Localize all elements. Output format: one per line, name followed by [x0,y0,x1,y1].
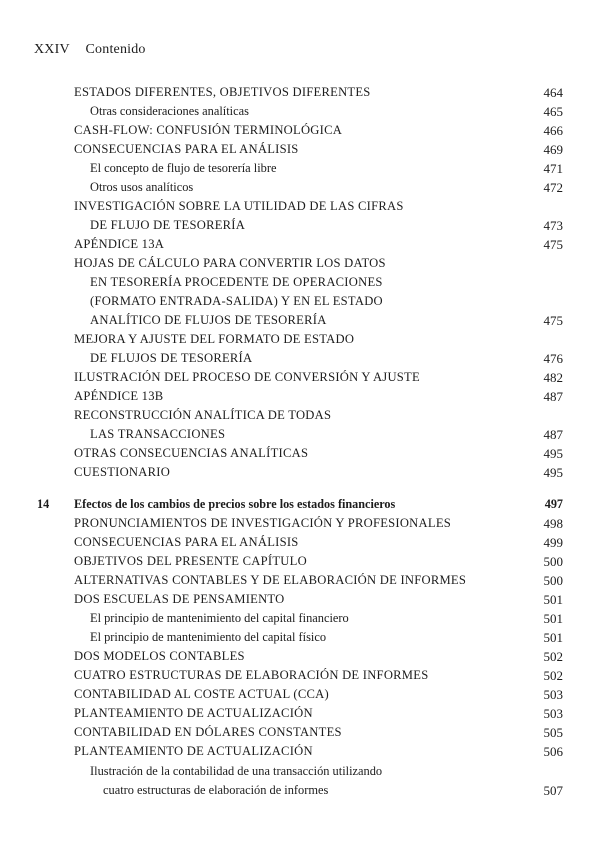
page-number-roman: XXIV [34,42,70,57]
toc-entry-title: OBJETIVOS DEL PRESENTE CAPÍTULO [74,554,307,568]
toc-entry [0,237,600,257]
toc-entry [0,427,600,447]
toc-entry [0,573,600,593]
toc-entry [0,649,600,669]
toc-entry-title: CUATRO ESTRUCTURAS DE ELABORACIÓN DE INFORMES [74,668,429,682]
toc-entry-page: 471 [543,161,563,176]
toc-entry-page: 472 [543,180,563,195]
toc-entry-page: 495 [543,446,563,461]
toc-entry-title: CUESTIONARIO [74,465,171,479]
toc-entry-title: PLANTEAMIENTO DE ACTUALIZACIÓN [74,706,313,720]
toc-entry-page: 469 [543,142,563,157]
toc-entry [0,199,600,219]
toc-entry-page: 502 [543,649,563,664]
toc-entry-title: DOS ESCUELAS DE PENSAMIENTO [74,592,285,606]
toc-entry-page: 503 [543,687,563,702]
toc-entry [0,668,600,688]
page-header [34,42,146,58]
toc-entry [0,104,600,124]
toc-entry-title: El principio de mantenimiento del capital físico [90,630,327,644]
toc-entry [0,85,600,105]
toc-entry-page: 487 [543,427,563,442]
toc-entry [0,351,600,371]
toc-entry [0,313,600,333]
toc-entry-page: 495 [543,465,563,480]
toc-entry-page: 501 [543,592,563,607]
toc-entry [0,592,600,612]
toc-entry [0,611,600,631]
toc-entry [0,446,600,466]
toc-entry [0,408,600,428]
toc-entry [0,218,600,238]
toc-entry-title: INVESTIGACIÓN SOBRE LA UTILIDAD DE LAS CIFRAS [74,199,404,213]
toc-entry [0,706,600,726]
toc-entry [0,535,600,555]
toc-entry [0,465,600,485]
toc-entry-title: CASH-FLOW: CONFUSIÓN TERMINOLÓGICA [74,123,343,137]
chapter-number: 14 [37,497,50,511]
toc-entry [0,744,600,764]
toc-entry [0,497,600,517]
toc-entry-title: CONSECUENCIAS PARA EL ANÁLISIS [74,142,299,156]
toc-entry-title: El concepto de flujo de tesorería libre [90,161,277,175]
toc-entry-title: (FORMATO ENTRADA-SALIDA) Y EN EL ESTADO [90,294,383,308]
toc-entry [0,389,600,409]
toc-entry-title: Otros usos analíticos [90,180,194,194]
toc-entry-page: 498 [543,516,563,531]
toc-entry [0,783,600,803]
toc-entry-title: APÉNDICE 13A [74,237,165,251]
toc-entry [0,630,600,650]
toc-entry-page: 487 [543,389,563,404]
toc-entry-title: PRONUNCIAMIENTOS DE INVESTIGACIÓN Y PROFESIONALES [74,516,452,530]
toc-entry-page: 473 [543,218,563,233]
toc-entry [0,275,600,295]
toc-entry-page: 505 [543,725,563,740]
toc-entry-title: ILUSTRACIÓN DEL PROCESO DE CONVERSIÓN Y AJUSTE [74,370,420,384]
toc-entry [0,161,600,181]
toc-entry-title: ESTADOS DIFERENTES, OBJETIVOS DIFERENTES [74,85,371,99]
toc-entry-title: PLANTEAMIENTO DE ACTUALIZACIÓN [74,744,313,758]
toc-entry-title: RECONSTRUCCIÓN ANALÍTICA DE TODAS [74,408,332,422]
toc-entry [0,123,600,143]
toc-entry-title: DE FLUJO DE TESORERÍA [90,218,246,232]
toc-entry-page: 466 [543,123,563,138]
toc-entry-page: 507 [543,783,563,798]
toc-entry-title: DE FLUJOS DE TESORERÍA [90,351,253,365]
toc-entry-title: DOS MODELOS CONTABLES [74,649,245,663]
toc-entry-title: El principio de mantenimiento del capital financiero [90,611,349,625]
toc-entry [0,725,600,745]
toc-entry-page: 499 [543,535,563,550]
toc-entry [0,687,600,707]
toc-entry-title: HOJAS DE CÁLCULO PARA CONVERTIR LOS DATOS [74,256,386,270]
toc-entry-title: OTRAS CONSECUENCIAS ANALÍTICAS [74,446,309,460]
toc-entry-title: Otras consideraciones analíticas [90,104,249,118]
toc-entry-page: 475 [543,237,563,252]
toc-entry [0,180,600,200]
toc-entry-page: 500 [543,573,563,588]
toc-entry-page: 465 [543,104,563,119]
toc-entry [0,142,600,162]
section-title: Contenido [85,42,146,57]
toc-entry [0,516,600,536]
toc-entry [0,256,600,276]
toc-entry-title: Ilustración de la contabilidad de una transacción utilizando [90,764,383,778]
toc-entry [0,332,600,352]
toc-entry-page: 501 [543,630,563,645]
toc-entry [0,554,600,574]
toc-entry-title: CONSECUENCIAS PARA EL ANÁLISIS [74,535,299,549]
toc-entry-page: 464 [543,85,563,100]
toc-entry-title: LAS TRANSACCIONES [90,427,226,441]
toc-entry-title: APÉNDICE 13B [74,389,164,403]
toc-entry-title: CONTABILIDAD EN DÓLARES CONSTANTES [74,725,342,739]
toc-entry-title: ALTERNATIVAS CONTABLES Y DE ELABORACIÓN DE INFORMES [74,573,467,587]
toc-entry-title: CONTABILIDAD AL COSTE ACTUAL (CCA) [74,687,329,701]
toc-entry-page: 476 [543,351,563,366]
toc-entry-title: cuatro estructuras de elaboración de informes [103,783,329,797]
toc-entry-page: 502 [543,668,563,683]
toc-entry-page: 506 [543,744,563,759]
toc-entry-title: Efectos de los cambios de precios sobre los estados financieros [74,497,396,511]
toc-entry-page: 475 [543,313,563,328]
toc-entry [0,370,600,390]
toc-entry-title: ANALÍTICO DE FLUJOS DE TESORERÍA [90,313,327,327]
toc-entry-page: 482 [543,370,563,385]
toc-entry-title: MEJORA Y AJUSTE DEL FORMATO DE ESTADO [74,332,355,346]
toc-entry [0,764,600,784]
toc-entry [0,294,600,314]
toc-entry-title: EN TESORERÍA PROCEDENTE DE OPERACIONES [90,275,383,289]
toc-entry-page: 497 [544,497,563,511]
toc-entry-page: 500 [543,554,563,569]
toc-entry-page: 501 [543,611,563,626]
toc-entry-page: 503 [543,706,563,721]
